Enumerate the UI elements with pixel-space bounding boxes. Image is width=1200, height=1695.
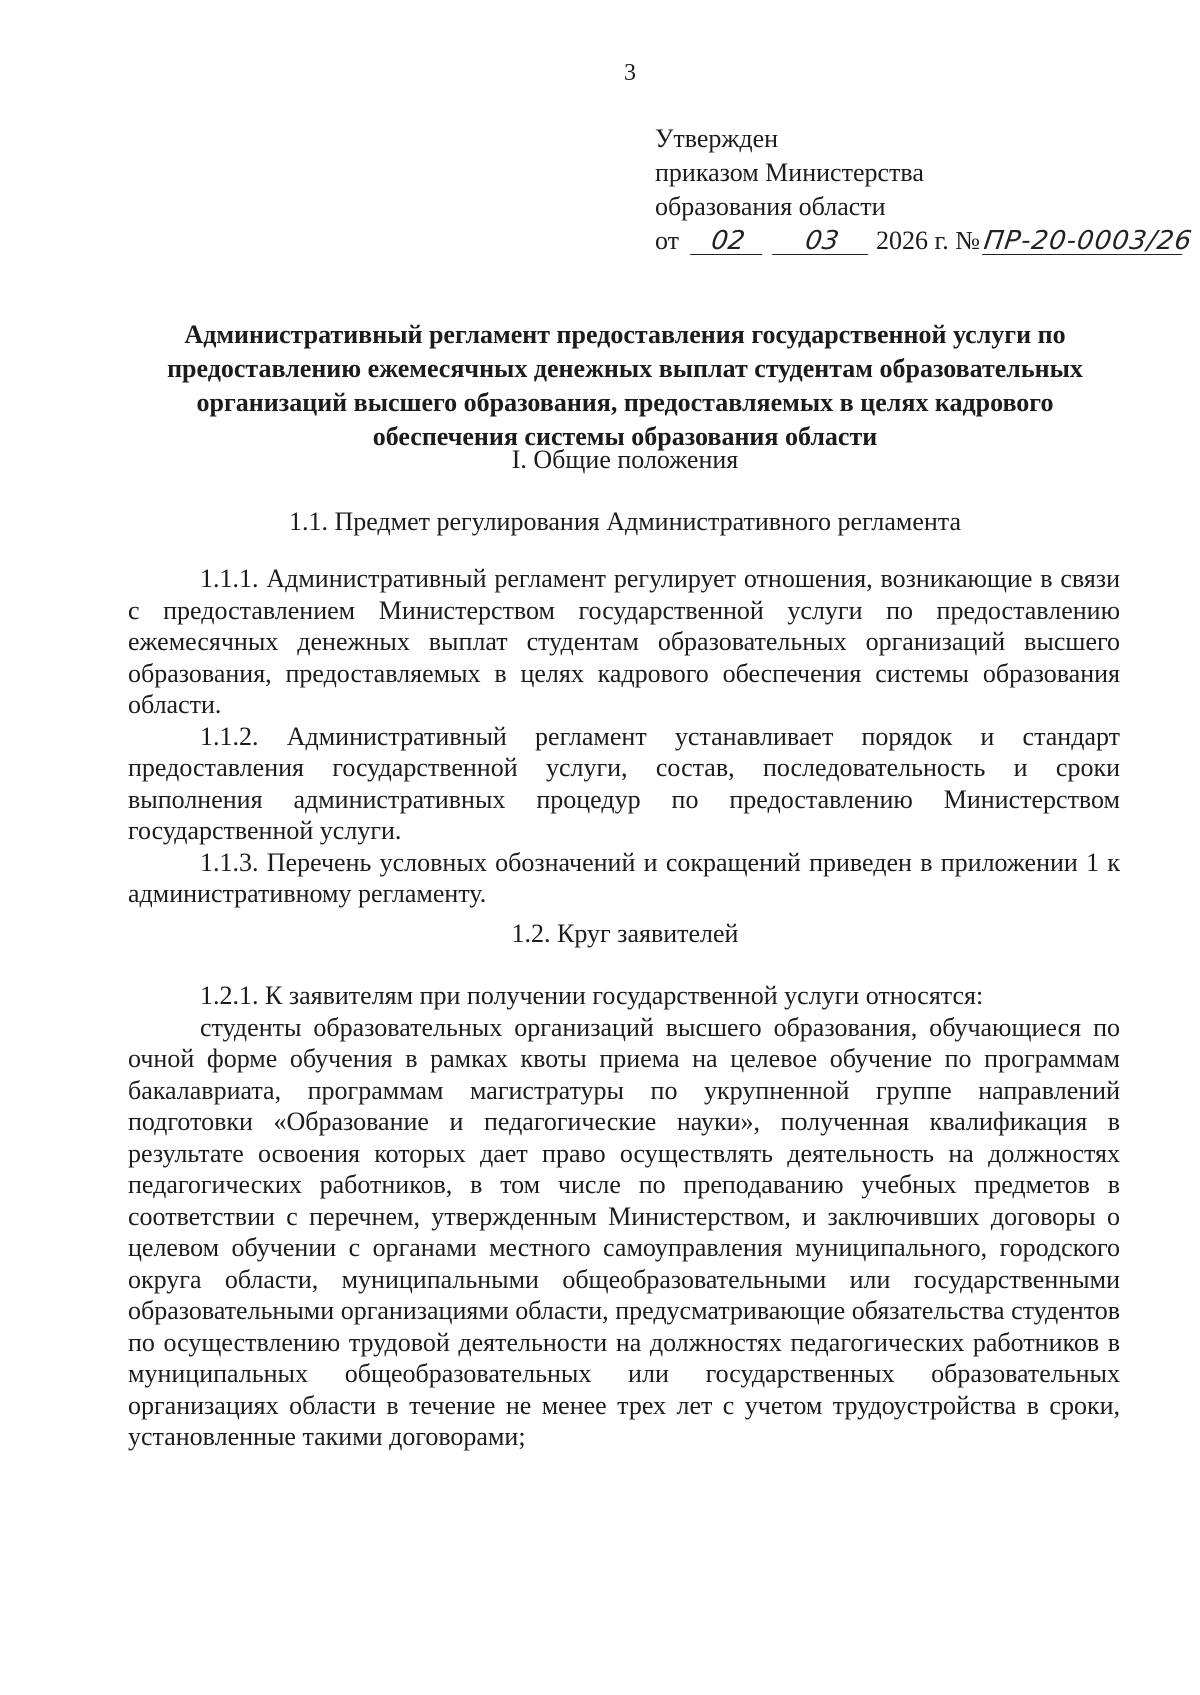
approval-line-2: приказом Министерства — [655, 158, 924, 187]
subsection-heading-applicants: 1.2. Круг заявителей — [511, 919, 739, 948]
approval-stamp — [655, 122, 1195, 258]
paragraph-1-2-1: 1.2.1. К заявителям при получении государственной услуги относятся: — [200, 981, 984, 1010]
subsection-1-2-body — [128, 980, 1120, 1453]
paragraph-1-1-3: 1.1.3. Перечень условных обозначений и сокращений приведен в приложении 1 к административному регламенту. — [128, 847, 1120, 908]
approval-line-3: образования области — [655, 192, 886, 221]
approval-year-text: 2026 г. № — [876, 226, 981, 255]
approval-date-line — [655, 224, 1195, 258]
approval-from-label: от — [655, 226, 680, 255]
paragraph-applicants-description: студенты образовательных организаций высшего образования, обучающиеся по очной форме обучения в рамках квоты приема на целевое обучение по программам бакалавриата, программам магистратуры по укрупненной группе направлений подготовки «Образование и педагогические науки», полученная квалификация в результате освоения которых дает право осуществлять деятельность на должностях педагогических работников, в том числе по преподаванию учебных предметов в соответствии с перечнем, утвержденным Министерством, и заключивших договоры о целевом обучении с органами местного самоуправления муниципального, городского округа области, муниципальными общеобразовательными или государственными образовательными организациями области, предусматривающие обязательства студентов по осуществлению трудовой деятельности на должностях педагогических работников в муниципальных общеобразовательных или государственных образовательных организациях области в течение не менее трех лет с учетом трудоустройства в сроки, установленные такими договорами; — [128, 1012, 1120, 1451]
approval-line-1: Утвержден — [655, 124, 779, 153]
paragraph-1-1-1: 1.1.1. Административный регламент регулирует отношения, возникающие в связи с предоставлением Министерством государственной услуги по предоставлению ежемесячных денежных выплат студентам образовательных организаций высшего образования, предоставляемых в целях кадрового обеспечения системы образования области. — [128, 564, 1120, 719]
handwritten-order-number: ПР-20-0003/26 — [982, 226, 1195, 256]
paragraph-1-1-2: 1.1.2. Административный регламент устанавливает порядок и стандарт предоставления государственной услуги, состав, последовательность и сроки выполнения административных процедур по предоставлению Министерством государственной услуги. — [128, 721, 1120, 845]
page-number: 3 — [624, 60, 636, 86]
document-title: Административный регламент предоставления государственной услуги по предоставлению ежемесячных денежных выплат студентам образовательных организаций высшего образования, предоставляемых в целях кадрового обеспечения системы образования области — [167, 320, 1083, 451]
handwritten-month: 03 — [772, 228, 872, 255]
handwritten-day: 02 — [690, 228, 766, 255]
subsection-1-1-body — [128, 563, 1120, 910]
subsection-heading-subject: 1.1. Предмет регулирования Административного регламента — [288, 507, 962, 536]
section-heading-general: I. Общие положения — [511, 445, 739, 474]
